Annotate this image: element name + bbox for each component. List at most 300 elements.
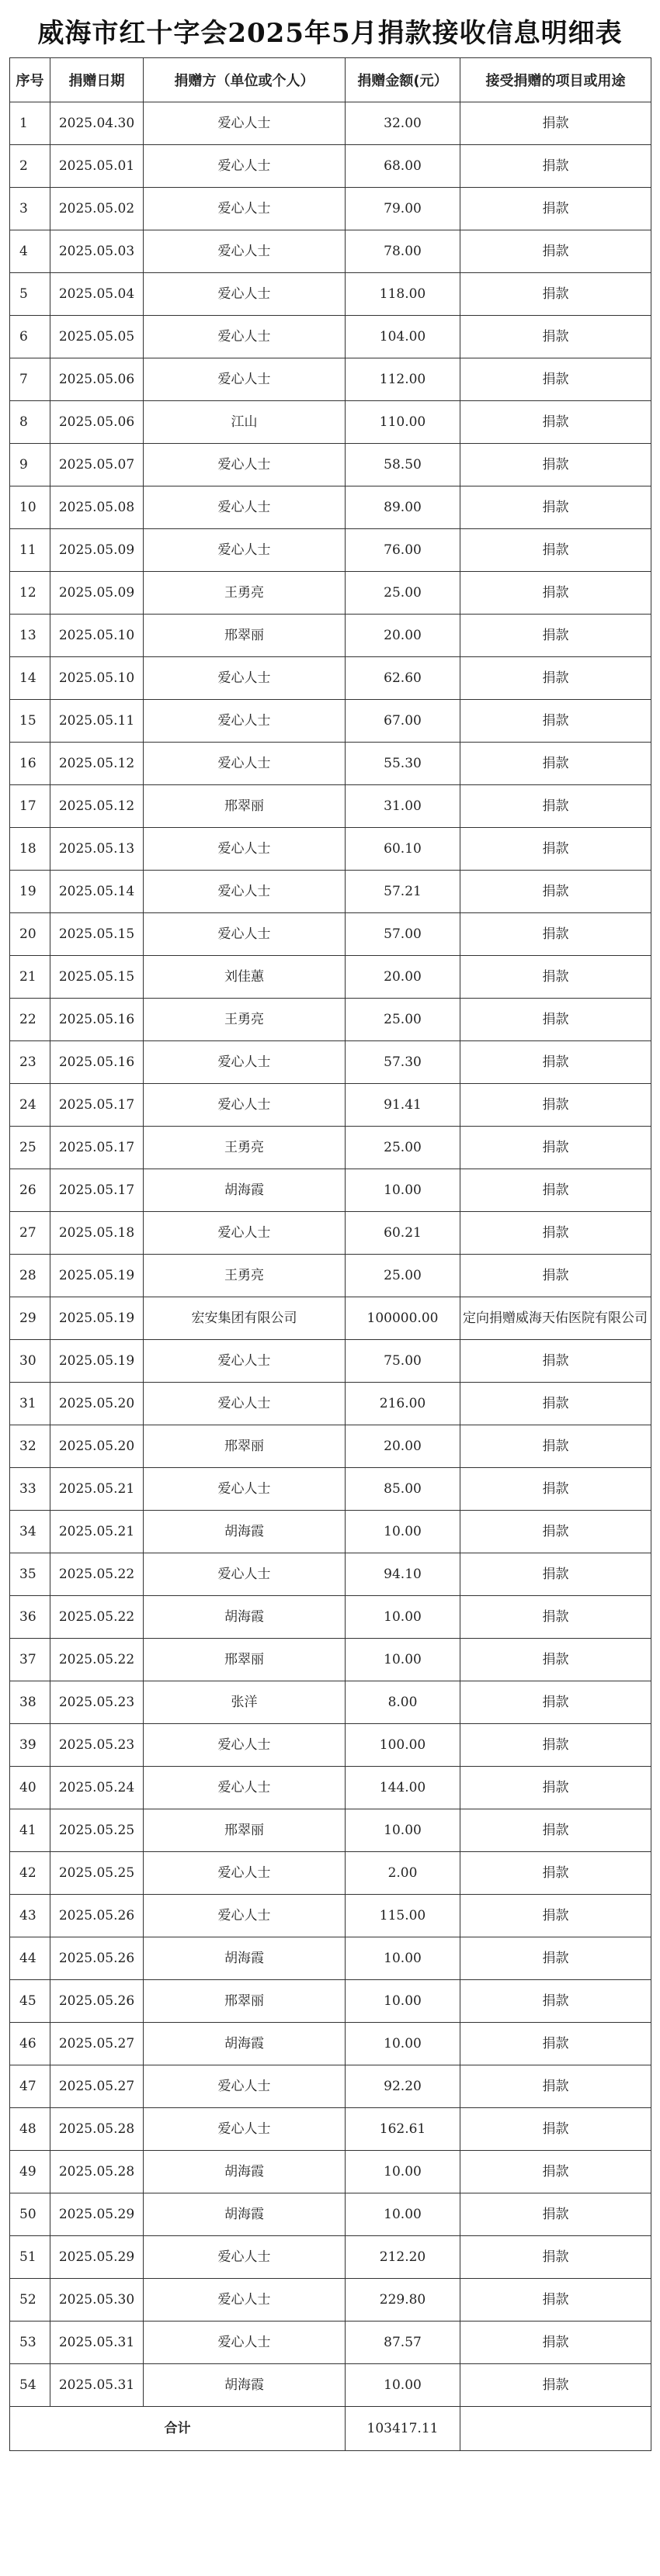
table-row — [10, 1852, 651, 1895]
table-row — [10, 2193, 651, 2236]
row-date: 2025.05.12 — [50, 785, 144, 828]
row-amount: 76.00 — [346, 529, 460, 572]
row-date: 2025.05.02 — [50, 188, 144, 230]
row-amount: 10.00 — [346, 1169, 460, 1212]
table-row — [10, 2108, 651, 2151]
row-date: 2025.05.27 — [50, 2023, 144, 2065]
row-purpose: 捐款 — [460, 486, 651, 529]
row-donor: 胡海霞 — [144, 1511, 346, 1553]
row-seq: 24 — [10, 1084, 50, 1127]
row-donor: 爱心人士 — [144, 700, 346, 743]
row-seq: 42 — [10, 1852, 50, 1895]
row-purpose: 捐款 — [460, 273, 651, 316]
row-purpose: 捐款 — [460, 1553, 651, 1596]
row-purpose: 捐款 — [460, 2236, 651, 2279]
table-row — [10, 188, 651, 230]
row-seq: 21 — [10, 956, 50, 999]
row-donor: 王勇亮 — [144, 1127, 346, 1169]
row-donor: 爱心人士 — [144, 188, 346, 230]
row-donor: 爱心人士 — [144, 913, 346, 956]
row-purpose: 捐款 — [460, 358, 651, 401]
row-seq: 52 — [10, 2279, 50, 2322]
row-amount: 10.00 — [346, 2023, 460, 2065]
row-amount: 55.30 — [346, 743, 460, 785]
row-date: 2025.05.14 — [50, 871, 144, 913]
row-amount: 8.00 — [346, 1681, 460, 1724]
row-seq: 33 — [10, 1468, 50, 1511]
row-purpose: 捐款 — [460, 2364, 651, 2407]
row-amount: 100000.00 — [346, 1297, 460, 1340]
row-donor: 爱心人士 — [144, 1468, 346, 1511]
row-amount: 25.00 — [346, 999, 460, 1041]
row-date: 2025.05.28 — [50, 2151, 144, 2193]
row-purpose: 捐款 — [460, 2322, 651, 2364]
row-seq: 27 — [10, 1212, 50, 1255]
table-row — [10, 2236, 651, 2279]
row-date: 2025.05.23 — [50, 1724, 144, 1767]
row-amount: 25.00 — [346, 572, 460, 615]
row-date: 2025.05.09 — [50, 529, 144, 572]
row-seq: 5 — [10, 273, 50, 316]
row-purpose: 捐款 — [460, 572, 651, 615]
row-purpose: 捐款 — [460, 1681, 651, 1724]
row-purpose: 捐款 — [460, 1852, 651, 1895]
row-seq: 13 — [10, 615, 50, 657]
table-row — [10, 102, 651, 145]
table-row — [10, 572, 651, 615]
row-purpose: 捐款 — [460, 1980, 651, 2023]
row-seq: 51 — [10, 2236, 50, 2279]
row-amount: 60.10 — [346, 828, 460, 871]
row-amount: 10.00 — [346, 2151, 460, 2193]
row-amount: 32.00 — [346, 102, 460, 145]
row-date: 2025.05.01 — [50, 145, 144, 188]
row-date: 2025.05.29 — [50, 2193, 144, 2236]
row-amount: 79.00 — [346, 188, 460, 230]
row-date: 2025.05.19 — [50, 1340, 144, 1383]
row-donor: 爱心人士 — [144, 1553, 346, 1596]
row-date: 2025.05.19 — [50, 1255, 144, 1297]
row-seq: 23 — [10, 1041, 50, 1084]
row-purpose: 捐款 — [460, 401, 651, 444]
row-purpose: 捐款 — [460, 1169, 651, 1212]
row-amount: 91.41 — [346, 1084, 460, 1127]
row-amount: 25.00 — [346, 1127, 460, 1169]
row-date: 2025.05.15 — [50, 913, 144, 956]
table-row — [10, 1937, 651, 1980]
row-donor: 江山 — [144, 401, 346, 444]
row-purpose: 捐款 — [460, 999, 651, 1041]
row-amount: 144.00 — [346, 1767, 460, 1809]
total-label: 合计 — [10, 2407, 346, 2451]
table-row — [10, 1340, 651, 1383]
row-seq: 1 — [10, 102, 50, 145]
row-date: 2025.05.24 — [50, 1767, 144, 1809]
row-seq: 35 — [10, 1553, 50, 1596]
page-title: 威海市红十字会2025年5月捐款接收信息明细表 — [37, 18, 623, 49]
row-donor: 王勇亮 — [144, 999, 346, 1041]
row-amount: 68.00 — [346, 145, 460, 188]
row-purpose: 捐款 — [460, 102, 651, 145]
row-donor: 爱心人士 — [144, 273, 346, 316]
row-donor: 爱心人士 — [144, 486, 346, 529]
row-purpose: 捐款 — [460, 444, 651, 486]
row-seq: 43 — [10, 1895, 50, 1937]
row-seq: 19 — [10, 871, 50, 913]
table-header — [10, 58, 651, 102]
row-date: 2025.05.22 — [50, 1553, 144, 1596]
row-donor: 爱心人士 — [144, 1895, 346, 1937]
table-row — [10, 1639, 651, 1681]
row-donor: 邢翠丽 — [144, 1809, 346, 1852]
row-seq: 40 — [10, 1767, 50, 1809]
row-purpose: 捐款 — [460, 1511, 651, 1553]
table-row — [10, 1681, 651, 1724]
row-date: 2025.05.31 — [50, 2322, 144, 2364]
row-seq: 12 — [10, 572, 50, 615]
row-amount: 58.50 — [346, 444, 460, 486]
row-seq: 38 — [10, 1681, 50, 1724]
row-seq: 46 — [10, 2023, 50, 2065]
row-donor: 邢翠丽 — [144, 785, 346, 828]
row-date: 2025.05.31 — [50, 2364, 144, 2407]
row-purpose: 捐款 — [460, 230, 651, 273]
row-date: 2025.05.26 — [50, 1937, 144, 1980]
row-donor: 爱心人士 — [144, 1724, 346, 1767]
row-seq: 49 — [10, 2151, 50, 2193]
table-row — [10, 1895, 651, 1937]
row-date: 2025.04.30 — [50, 102, 144, 145]
table-row — [10, 358, 651, 401]
row-seq: 25 — [10, 1127, 50, 1169]
row-seq: 30 — [10, 1340, 50, 1383]
row-purpose: 捐款 — [460, 1767, 651, 1809]
row-seq: 48 — [10, 2108, 50, 2151]
row-amount: 89.00 — [346, 486, 460, 529]
row-seq: 8 — [10, 401, 50, 444]
row-amount: 57.00 — [346, 913, 460, 956]
row-seq: 22 — [10, 999, 50, 1041]
row-purpose: 捐款 — [460, 1724, 651, 1767]
row-donor: 爱心人士 — [144, 358, 346, 401]
row-seq: 15 — [10, 700, 50, 743]
row-amount: 94.10 — [346, 1553, 460, 1596]
row-amount: 104.00 — [346, 316, 460, 358]
row-purpose: 捐款 — [460, 529, 651, 572]
table-row — [10, 1425, 651, 1468]
row-seq: 11 — [10, 529, 50, 572]
row-seq: 3 — [10, 188, 50, 230]
row-amount: 78.00 — [346, 230, 460, 273]
row-date: 2025.05.25 — [50, 1852, 144, 1895]
row-amount: 229.80 — [346, 2279, 460, 2322]
row-date: 2025.05.06 — [50, 401, 144, 444]
row-donor: 爱心人士 — [144, 2279, 346, 2322]
donation-sheet — [9, 9, 651, 2451]
row-date: 2025.05.11 — [50, 700, 144, 743]
row-donor: 王勇亮 — [144, 1255, 346, 1297]
table-row — [10, 1724, 651, 1767]
row-amount: 110.00 — [346, 401, 460, 444]
row-date: 2025.05.20 — [50, 1425, 144, 1468]
row-purpose: 捐款 — [460, 1809, 651, 1852]
row-amount: 10.00 — [346, 2193, 460, 2236]
row-purpose: 捐款 — [460, 1596, 651, 1639]
row-purpose: 捐款 — [460, 316, 651, 358]
row-purpose: 捐款 — [460, 615, 651, 657]
table-row — [10, 1767, 651, 1809]
table-row — [10, 1212, 651, 1255]
row-purpose: 捐款 — [460, 956, 651, 999]
row-donor: 爱心人士 — [144, 102, 346, 145]
row-amount: 10.00 — [346, 1511, 460, 1553]
row-seq: 53 — [10, 2322, 50, 2364]
row-seq: 16 — [10, 743, 50, 785]
header-row — [10, 58, 651, 102]
row-amount: 87.57 — [346, 2322, 460, 2364]
table-row — [10, 2023, 651, 2065]
row-seq: 34 — [10, 1511, 50, 1553]
row-purpose: 捐款 — [460, 1937, 651, 1980]
row-date: 2025.05.19 — [50, 1297, 144, 1340]
row-donor: 爱心人士 — [144, 657, 346, 700]
row-date: 2025.05.17 — [50, 1084, 144, 1127]
row-date: 2025.05.28 — [50, 2108, 144, 2151]
row-seq: 9 — [10, 444, 50, 486]
row-donor: 宏安集团有限公司 — [144, 1297, 346, 1340]
table-row — [10, 1468, 651, 1511]
row-purpose: 捐款 — [460, 2065, 651, 2108]
row-date: 2025.05.17 — [50, 1169, 144, 1212]
table-row — [10, 1596, 651, 1639]
table-row — [10, 273, 651, 316]
row-amount: 75.00 — [346, 1340, 460, 1383]
row-date: 2025.05.27 — [50, 2065, 144, 2108]
row-amount: 10.00 — [346, 1809, 460, 1852]
table-row — [10, 444, 651, 486]
row-amount: 62.60 — [346, 657, 460, 700]
row-purpose: 捐款 — [460, 2151, 651, 2193]
row-seq: 10 — [10, 486, 50, 529]
row-seq: 44 — [10, 1937, 50, 1980]
table-row — [10, 1553, 651, 1596]
row-amount: 2.00 — [346, 1852, 460, 1895]
row-donor: 爱心人士 — [144, 828, 346, 871]
row-purpose: 捐款 — [460, 2279, 651, 2322]
table-row — [10, 2322, 651, 2364]
row-amount: 31.00 — [346, 785, 460, 828]
row-donor: 爱心人士 — [144, 2065, 346, 2108]
row-donor: 邢翠丽 — [144, 1980, 346, 2023]
row-amount: 20.00 — [346, 956, 460, 999]
row-amount: 57.30 — [346, 1041, 460, 1084]
header-amount: 捐赠金额(元） — [346, 58, 460, 102]
table-row — [10, 2151, 651, 2193]
row-donor: 爱心人士 — [144, 1212, 346, 1255]
row-amount: 57.21 — [346, 871, 460, 913]
row-amount: 92.20 — [346, 2065, 460, 2108]
row-date: 2025.05.13 — [50, 828, 144, 871]
table-row — [10, 1980, 651, 2023]
table-row — [10, 615, 651, 657]
row-purpose: 捐款 — [460, 2108, 651, 2151]
row-seq: 32 — [10, 1425, 50, 1468]
row-purpose: 捐款 — [460, 1084, 651, 1127]
total-amount: 103417.11 — [346, 2407, 460, 2451]
row-donor: 爱心人士 — [144, 1383, 346, 1425]
header-donor: 捐赠方（单位或个人） — [144, 58, 346, 102]
table-row — [10, 1511, 651, 1553]
row-purpose: 捐款 — [460, 1340, 651, 1383]
row-purpose: 捐款 — [460, 871, 651, 913]
row-donor: 爱心人士 — [144, 2108, 346, 2151]
row-donor: 爱心人士 — [144, 444, 346, 486]
row-date: 2025.05.30 — [50, 2279, 144, 2322]
row-amount: 112.00 — [346, 358, 460, 401]
row-seq: 20 — [10, 913, 50, 956]
table-row — [10, 1169, 651, 1212]
row-donor: 胡海霞 — [144, 2151, 346, 2193]
row-purpose: 捐款 — [460, 2193, 651, 2236]
row-seq: 18 — [10, 828, 50, 871]
row-seq: 31 — [10, 1383, 50, 1425]
row-donor: 爱心人士 — [144, 1852, 346, 1895]
row-date: 2025.05.09 — [50, 572, 144, 615]
row-purpose: 捐款 — [460, 1425, 651, 1468]
row-date: 2025.05.29 — [50, 2236, 144, 2279]
row-date: 2025.05.07 — [50, 444, 144, 486]
header-date: 捐赠日期 — [50, 58, 144, 102]
table-row — [10, 1041, 651, 1084]
table-row — [10, 1255, 651, 1297]
row-seq: 54 — [10, 2364, 50, 2407]
row-donor: 爱心人士 — [144, 1340, 346, 1383]
row-amount: 10.00 — [346, 1596, 460, 1639]
row-purpose: 捐款 — [460, 1127, 651, 1169]
row-amount: 10.00 — [346, 1639, 460, 1681]
row-seq: 14 — [10, 657, 50, 700]
table-row — [10, 145, 651, 188]
total-purpose — [460, 2407, 651, 2451]
table-row — [10, 956, 651, 999]
row-purpose: 捐款 — [460, 828, 651, 871]
row-date: 2025.05.21 — [50, 1511, 144, 1553]
table-row — [10, 2279, 651, 2322]
row-amount: 20.00 — [346, 1425, 460, 1468]
row-date: 2025.05.06 — [50, 358, 144, 401]
row-date: 2025.05.18 — [50, 1212, 144, 1255]
row-seq: 29 — [10, 1297, 50, 1340]
table-row — [10, 1809, 651, 1852]
row-donor: 爱心人士 — [144, 1041, 346, 1084]
row-donor: 胡海霞 — [144, 1169, 346, 1212]
header-seq: 序号 — [10, 58, 50, 102]
row-amount: 85.00 — [346, 1468, 460, 1511]
row-donor: 张洋 — [144, 1681, 346, 1724]
table-row — [10, 1084, 651, 1127]
row-date: 2025.05.17 — [50, 1127, 144, 1169]
table-body — [10, 102, 651, 2407]
row-date: 2025.05.08 — [50, 486, 144, 529]
row-donor: 爱心人士 — [144, 316, 346, 358]
row-donor: 胡海霞 — [144, 2023, 346, 2065]
row-seq: 36 — [10, 1596, 50, 1639]
table-row — [10, 785, 651, 828]
row-date: 2025.05.16 — [50, 1041, 144, 1084]
table-row — [10, 1297, 651, 1340]
table-row — [10, 529, 651, 572]
row-donor: 胡海霞 — [144, 2193, 346, 2236]
row-purpose: 捐款 — [460, 1212, 651, 1255]
row-amount: 20.00 — [346, 615, 460, 657]
donation-table — [9, 57, 651, 2451]
row-donor: 爱心人士 — [144, 145, 346, 188]
table-row — [10, 2364, 651, 2407]
row-seq: 28 — [10, 1255, 50, 1297]
row-donor: 爱心人士 — [144, 2236, 346, 2279]
table-row — [10, 1127, 651, 1169]
row-date: 2025.05.22 — [50, 1639, 144, 1681]
row-amount: 60.21 — [346, 1212, 460, 1255]
table-row — [10, 657, 651, 700]
row-donor: 刘佳蕙 — [144, 956, 346, 999]
row-purpose: 捐款 — [460, 1255, 651, 1297]
row-purpose: 捐款 — [460, 743, 651, 785]
table-footer — [10, 2407, 651, 2451]
row-donor: 爱心人士 — [144, 529, 346, 572]
table-row — [10, 316, 651, 358]
row-seq: 6 — [10, 316, 50, 358]
row-seq: 50 — [10, 2193, 50, 2236]
row-seq: 7 — [10, 358, 50, 401]
row-donor: 胡海霞 — [144, 1937, 346, 1980]
row-amount: 25.00 — [346, 1255, 460, 1297]
row-amount: 212.20 — [346, 2236, 460, 2279]
row-amount: 118.00 — [346, 273, 460, 316]
row-amount: 115.00 — [346, 1895, 460, 1937]
row-seq: 2 — [10, 145, 50, 188]
row-date: 2025.05.03 — [50, 230, 144, 273]
table-row — [10, 230, 651, 273]
row-date: 2025.05.20 — [50, 1383, 144, 1425]
row-amount: 10.00 — [346, 2364, 460, 2407]
row-seq: 4 — [10, 230, 50, 273]
row-donor: 爱心人士 — [144, 2322, 346, 2364]
row-donor: 胡海霞 — [144, 2364, 346, 2407]
row-date: 2025.05.10 — [50, 657, 144, 700]
row-purpose: 捐款 — [460, 1895, 651, 1937]
row-amount: 216.00 — [346, 1383, 460, 1425]
row-purpose: 捐款 — [460, 913, 651, 956]
row-date: 2025.05.22 — [50, 1596, 144, 1639]
table-row — [10, 700, 651, 743]
row-purpose: 捐款 — [460, 1383, 651, 1425]
row-date: 2025.05.21 — [50, 1468, 144, 1511]
row-date: 2025.05.23 — [50, 1681, 144, 1724]
table-row — [10, 871, 651, 913]
row-seq: 26 — [10, 1169, 50, 1212]
row-date: 2025.05.26 — [50, 1980, 144, 2023]
table-row — [10, 2065, 651, 2108]
row-date: 2025.05.16 — [50, 999, 144, 1041]
row-amount: 162.61 — [346, 2108, 460, 2151]
row-date: 2025.05.15 — [50, 956, 144, 999]
row-seq: 41 — [10, 1809, 50, 1852]
table-row — [10, 828, 651, 871]
table-row — [10, 1383, 651, 1425]
table-row — [10, 486, 651, 529]
row-donor: 王勇亮 — [144, 572, 346, 615]
